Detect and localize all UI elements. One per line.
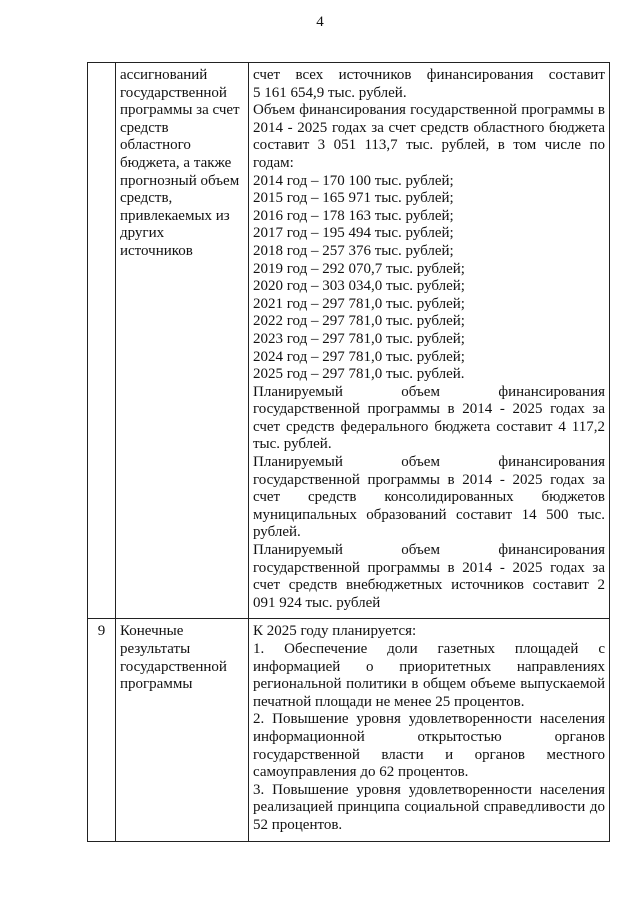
row-name-cell xyxy=(116,63,249,619)
year-funding-line: 2025 год – 297 781,0 тыс. рублей. xyxy=(253,366,465,383)
row-name-line: средств xyxy=(120,119,169,136)
row-name-line: других xyxy=(120,225,165,242)
year-funding-line: 2020 год – 303 034,0 тыс. рублей; xyxy=(253,278,465,295)
year-funding-line: 2018 год – 257 376 тыс. рублей; xyxy=(253,242,454,259)
row-name-line: ассигнований xyxy=(120,67,208,83)
row-name-line: областного xyxy=(120,137,191,154)
results-intro: К 2025 году планируется: xyxy=(253,623,417,640)
result-item: 1. Обеспечение доли газетных площадей с информацией о приоритетных направлениях региональной политики в общем объеме выпускаемой печатной площади не менее 25 процентов. xyxy=(253,641,605,710)
year-funding-line: 2024 год – 297 781,0 тыс. рублей; xyxy=(253,348,465,365)
year-funding-line: 2021 год – 297 781,0 тыс. рублей; xyxy=(253,295,465,312)
table-row-8 xyxy=(88,63,610,619)
result-item: 3. Повышение уровня удовлетворенности населения реализацией принципа социальной справедливости до 52 процентов. xyxy=(253,781,605,833)
row-name-line: прогнозный объем xyxy=(120,172,240,189)
year-funding-line: 2015 год – 165 971 тыс. рублей; xyxy=(253,190,454,207)
year-funding-line: 2019 год – 292 070,7 тыс. рублей; xyxy=(253,260,465,277)
row-name-line: бюджета, а также xyxy=(120,154,232,171)
total-funding-amount: 5 161 654,9 тыс. рублей. xyxy=(253,84,407,101)
year-funding-line: 2016 год – 178 163 тыс. рублей; xyxy=(253,207,454,224)
row-name-line: программы за счет xyxy=(120,102,240,119)
row-name-line: государственной xyxy=(120,84,227,101)
row-number-cell: 9 xyxy=(88,619,116,841)
regional-budget-paragraph: Объем финансирования государственной программы в 2014 - 2025 годах за счет средств областного бюджета составит 3 051 113,7 тыс. рублей, в том числе по годам: xyxy=(253,102,605,171)
total-funding-line: счет всех источников финансирования составит xyxy=(253,67,605,83)
row-number-cell xyxy=(88,63,116,619)
municipal-budget-paragraph: Планируемый объем финансирования государственной программы в 2014 - 2025 годах за счет средств консолидированных бюджетов муниципальных образований составит 14 500 тыс. рублей. xyxy=(253,454,605,541)
federal-budget-paragraph: Планируемый объем финансирования государственной программы в 2014 - 2025 годах за счет средств федерального бюджета составит 4 117,2 тыс. рублей. xyxy=(253,383,605,453)
year-funding-line: 2022 год – 297 781,0 тыс. рублей; xyxy=(253,313,465,330)
year-funding-line: 2014 год – 170 100 тыс. рублей; xyxy=(253,172,454,189)
row-name-line: результаты xyxy=(120,641,191,657)
row-content-cell xyxy=(249,619,610,841)
row-name-line: источников xyxy=(120,242,193,259)
extrabudgetary-paragraph: Планируемый объем финансирования государственной программы в 2014 - 2025 годах за счет средств внебюджетных источников составит 2 091 924 тыс. рублей xyxy=(253,542,605,611)
passport-table xyxy=(87,62,610,842)
year-funding-line: 2017 год – 195 494 тыс. рублей; xyxy=(253,225,454,242)
row-name-line: государственной xyxy=(120,658,227,675)
row-content-cell xyxy=(249,63,610,619)
row-name-line: Конечные xyxy=(120,623,184,640)
table-row-9 xyxy=(88,619,610,841)
row-name-cell xyxy=(116,619,249,841)
row-name-line: программы xyxy=(120,676,193,693)
year-funding-line: 2023 год – 297 781,0 тыс. рублей; xyxy=(253,330,465,347)
row-name-line: привлекаемых из xyxy=(120,207,230,224)
result-item: 2. Повышение уровня удовлетворенности населения информационной открытостью органов государственной власти и органов местного самоуправления до 62 процентов. xyxy=(253,711,605,781)
page-number: 4 xyxy=(316,14,324,30)
row-name-line: средств, xyxy=(120,190,173,207)
